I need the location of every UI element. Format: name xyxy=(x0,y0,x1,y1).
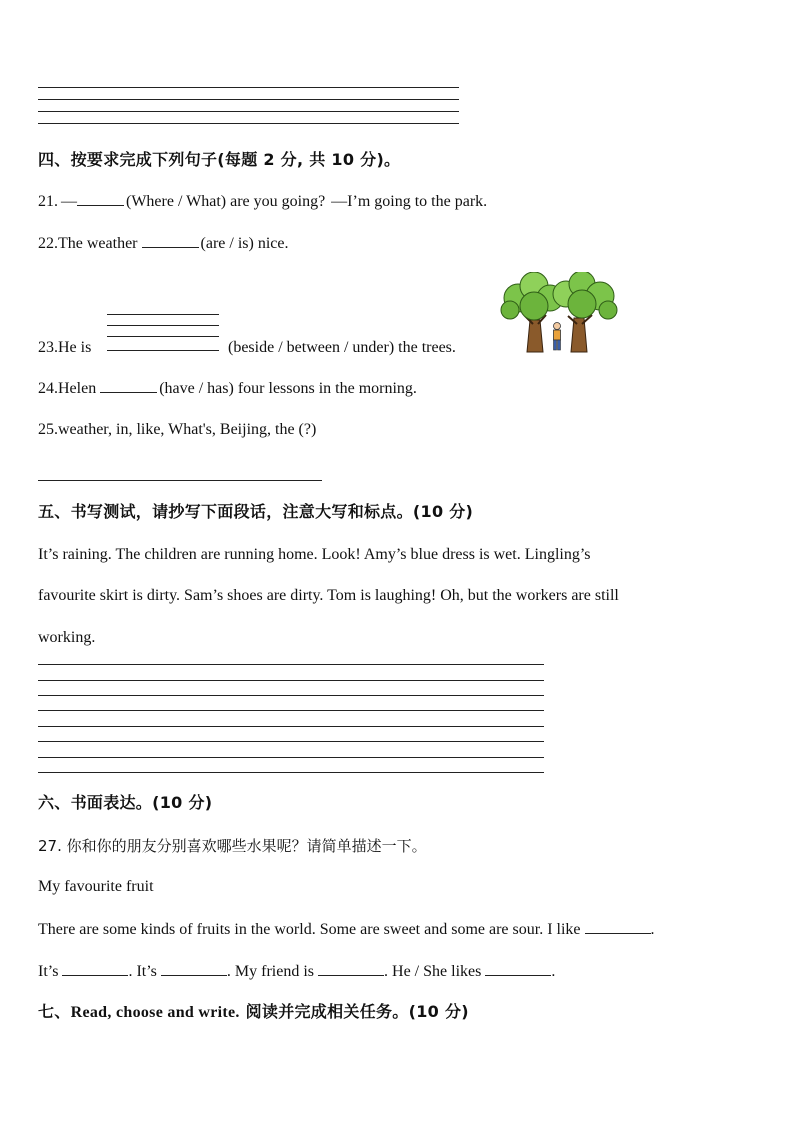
answer-line[interactable] xyxy=(38,99,459,100)
question-text: He is xyxy=(58,339,92,356)
question-25 xyxy=(38,420,316,440)
section-7-title-cn: 阅读并完成相关任务。(10 分) xyxy=(239,1002,469,1021)
essay-line-2 xyxy=(38,961,555,982)
answer-line[interactable] xyxy=(107,314,219,315)
question-number: 24. xyxy=(38,380,58,397)
question-number: 21. xyxy=(38,193,58,210)
answer-line[interactable] xyxy=(38,726,544,727)
dash: — xyxy=(61,193,77,210)
essay-text: . He / She likes xyxy=(384,963,482,980)
essay-text: It’s xyxy=(38,963,59,980)
question-number: 23. xyxy=(38,339,58,356)
answer-line[interactable] xyxy=(38,664,544,665)
copy-paragraph-line: working. xyxy=(38,629,96,646)
answer-line[interactable] xyxy=(107,350,219,351)
answer-blank[interactable] xyxy=(142,233,199,248)
copy-paragraph-line: favourite skirt is dirty. Sam’s shoes are dirty. Tom is laughing! Oh, but the workers are still xyxy=(38,587,619,604)
punctuation: . xyxy=(551,963,556,980)
question-21 xyxy=(38,191,487,212)
answer-line[interactable] xyxy=(38,680,544,681)
answer-line[interactable] xyxy=(38,695,544,696)
essay-text: . My friend is xyxy=(226,963,315,980)
answer-blank[interactable] xyxy=(485,961,551,976)
question-27: 27. 你和你的朋友分别喜欢哪些水果呢？请简单描述一下。 xyxy=(38,837,427,855)
answer-line[interactable] xyxy=(107,325,219,326)
question-23 xyxy=(38,338,91,358)
answer-blank[interactable] xyxy=(161,961,227,976)
question-text: (have / has) four lessons in the morning. xyxy=(159,380,417,397)
section-6-heading: 六、书面表达。(10 分) xyxy=(38,793,213,812)
essay-line-1 xyxy=(38,919,655,940)
section-7-number: 七、 xyxy=(38,1002,71,1021)
essay-text: There are some kinds of fruits in the world. Some are sweet and some are sour. I like xyxy=(38,921,581,938)
answer-line[interactable] xyxy=(38,772,544,773)
question-24 xyxy=(38,378,417,399)
essay-text: . It’s xyxy=(128,963,157,980)
question-23-options: (beside / between / under) the trees. xyxy=(228,339,456,356)
answer-line[interactable] xyxy=(107,336,219,337)
section-7-heading xyxy=(38,1002,469,1023)
answer-blank[interactable] xyxy=(100,378,157,393)
tree-right xyxy=(553,272,617,352)
answer-line[interactable] xyxy=(38,757,544,758)
answer-line[interactable] xyxy=(38,111,459,112)
answer-line[interactable] xyxy=(38,87,459,88)
trees-illustration xyxy=(500,272,618,354)
question-text: (are / is) nice. xyxy=(200,235,289,252)
question-number: 22. xyxy=(38,235,58,252)
question-number: 25. xyxy=(38,421,58,438)
question-text: (Where / What) are you going? xyxy=(126,193,326,210)
answer-text: —I’m going to the park. xyxy=(331,193,488,210)
essay-title: My favourite fruit xyxy=(38,878,154,895)
answer-blank[interactable] xyxy=(62,961,128,976)
copy-paragraph-line: It’s raining. The children are running home. Look! Amy’s blue dress is wet. Lingling’s xyxy=(38,546,591,563)
question-22 xyxy=(38,233,288,254)
answer-blank[interactable] xyxy=(585,919,651,934)
punctuation: . xyxy=(650,921,655,938)
question-text: Helen xyxy=(58,380,97,397)
question-text: weather, in, like, What's, Beijing, the (?) xyxy=(58,421,317,438)
section-7-title-en: Read, choose and write. xyxy=(70,1004,240,1021)
answer-line[interactable] xyxy=(38,741,544,742)
answer-line[interactable] xyxy=(38,480,322,481)
answer-blank[interactable] xyxy=(77,191,124,206)
answer-line[interactable] xyxy=(38,123,459,124)
answer-line[interactable] xyxy=(38,710,544,711)
section-4-heading: 四、按要求完成下列句子(每题 2 分, 共 10 分)。 xyxy=(38,150,401,169)
boy-figure xyxy=(554,323,561,351)
section-5-heading: 五、书写测试，请抄写下面段话，注意大写和标点。(10 分) xyxy=(38,502,474,521)
question-text: The weather xyxy=(58,235,138,252)
answer-blank[interactable] xyxy=(318,961,384,976)
